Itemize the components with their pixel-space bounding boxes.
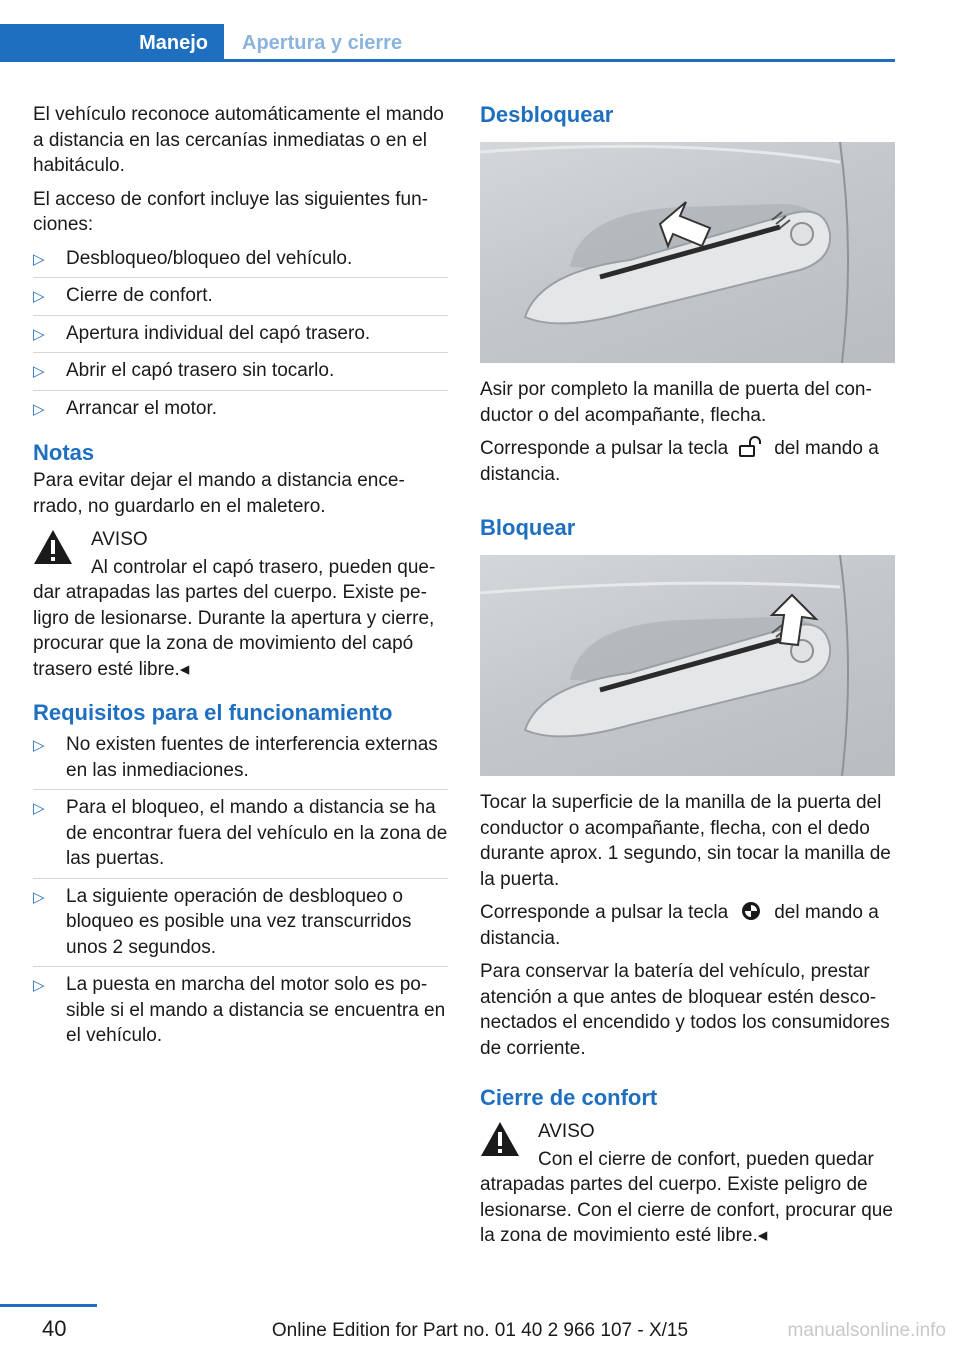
bateria-text: Para conservar la batería del vehículo, prestar atención a que antes de bloquear estén desconectados el encendido y todos los consumidores de corriente.	[480, 961, 890, 1059]
list-item-text: Abrir el capó trasero sin tocarlo.	[66, 360, 335, 381]
triangle-bullet-icon: ▷	[33, 800, 45, 817]
triangle-bullet-icon: ▷	[33, 977, 45, 994]
list-item	[33, 795, 448, 879]
triangle-bullet-icon: ▷	[33, 363, 45, 380]
desbloquear-key-after: del mando a distancia.	[480, 438, 879, 485]
list-item-text: Arrancar el motor.	[66, 397, 217, 419]
header-divider	[0, 59, 895, 62]
warning-block	[33, 527, 448, 682]
left-column	[33, 102, 448, 1061]
bmw-logo-key-icon	[736, 900, 766, 922]
page-number: 40	[42, 1316, 67, 1341]
list-item-text: La siguiente operación de desbloqueo o bloqueo es posible una vez transcurridos unos 2 segundos.	[66, 885, 412, 958]
unlock-key-icon	[736, 436, 766, 458]
triangle-bullet-icon: ▷	[33, 288, 45, 305]
triangle-bullet-icon: ▷	[33, 250, 45, 268]
tab-manejo[interactable]	[0, 24, 224, 62]
watermark: manualsonline.info	[787, 1320, 946, 1341]
desbloquear-key-paragraph	[480, 436, 895, 487]
footer-divider	[0, 1304, 97, 1307]
warning-block	[480, 1119, 895, 1249]
bloquear-heading: Bloquear	[480, 515, 576, 540]
list-item	[33, 972, 448, 1056]
list-item-text: Desbloqueo/bloqueo del vehículo.	[66, 247, 353, 269]
triangle-bullet-icon: ▷	[33, 737, 45, 754]
list-item-text: Cierre de confort.	[66, 285, 213, 306]
triangle-bullet-icon: ▷	[33, 400, 45, 418]
functions-list	[33, 246, 448, 429]
header-tab-bar	[0, 24, 895, 62]
requisitos-heading: Requisitos para el funcionamiento	[33, 700, 393, 725]
list-item	[33, 884, 448, 968]
bloquear-text: Tocar la superficie de la manilla de la puerta del conductor o acompañante, flecha, con el dedo durante aprox. 1 segundo, sin tocar la manilla de la puerta.	[480, 792, 891, 890]
desbloquear-heading: Desbloquear	[480, 102, 614, 127]
bloquear-key-before: Corresponde a pulsar la tecla	[480, 902, 729, 923]
tab-apertura-label: Apertura y cierre	[242, 31, 403, 54]
tab-manejo-label: Manejo	[139, 31, 208, 54]
requisitos-list	[33, 732, 448, 1056]
triangle-bullet-icon: ▷	[33, 888, 45, 906]
list-item	[33, 321, 448, 354]
triangle-bullet-icon: ▷	[33, 325, 45, 343]
desbloquear-text: Asir por completo la manilla de puerta del conductor o del acompañante, flecha.	[480, 379, 872, 426]
tab-apertura-y-cierre[interactable]	[242, 24, 402, 62]
door-handle-unlock-image	[480, 142, 895, 363]
desbloquear-key-before: Corresponde a pulsar la tecla	[480, 438, 729, 459]
notas-text: Para evitar dejar el mando a distancia encerrado, no guardarlo en el maletero.	[33, 470, 405, 517]
list-item-text: No existen fuentes de interferencia externas en las inmediaciones.	[66, 734, 438, 781]
warning-triangle-icon	[33, 529, 73, 565]
warning-title: AVISO	[91, 529, 148, 550]
list-item	[33, 732, 448, 790]
list-item-text: La puesta en marcha del motor solo es posible si el mando a distancia se encuentra en el vehículo.	[66, 974, 446, 1046]
right-column	[480, 100, 895, 1255]
intro-paragraph-2: El acceso de confort incluye las siguientes funciones:	[33, 188, 428, 235]
warning-triangle-icon	[480, 1121, 520, 1157]
warning-text: Al controlar el capó trasero, pueden quedar atrapadas las partes del cuerpo. Existe peligro de lesionarse. Durante la apertura y cierre, procurar que la zona de movimiento del capó trasero esté libre.◂	[33, 556, 436, 680]
warning-text: Con el cierre de confort, pueden quedar atrapadas partes del cuerpo. Existe peligro de lesionarse. Con el cierre de confort, procurar que la zona de movimiento esté libre.◂	[480, 1148, 893, 1246]
list-item	[33, 358, 448, 391]
warning-title: AVISO	[538, 1121, 595, 1142]
list-item-text: Para el bloqueo, el mando a distancia se ha de encontrar fuera del vehículo en la zona de las puertas.	[66, 797, 448, 869]
edition-text: Online Edition for Part no. 01 40 2 966 107 - X/15	[271, 1320, 689, 1341]
bloquear-key-paragraph	[480, 900, 895, 951]
cierre-heading: Cierre de confort	[480, 1085, 658, 1110]
list-item-text: Apertura individual del capó trasero.	[66, 322, 371, 344]
list-item	[33, 246, 448, 279]
intro-paragraph-1: El vehículo reconoce automáticamente el mando a distancia en las cercanías inmediatas o en el habitáculo.	[33, 104, 444, 176]
door-handle-lock-image	[480, 555, 895, 776]
bloquear-key-after: del mando a distancia.	[480, 902, 879, 949]
notas-heading: Notas	[33, 440, 95, 465]
list-item	[33, 396, 448, 429]
list-item	[33, 283, 448, 316]
